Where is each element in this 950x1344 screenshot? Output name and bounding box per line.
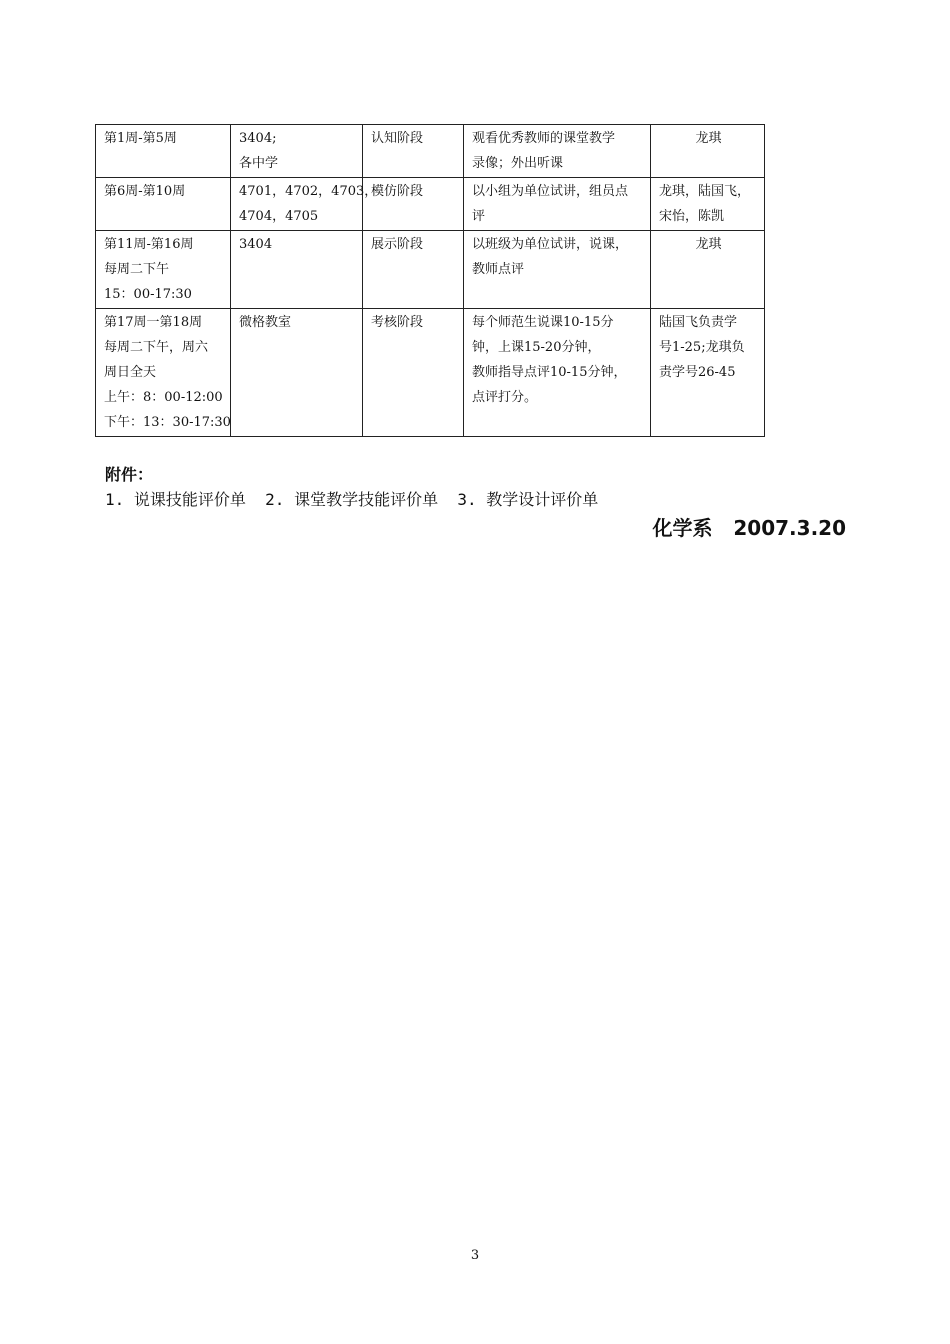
cell-line: 龙琪 <box>695 131 722 146</box>
table-row <box>96 309 765 437</box>
cell-time <box>96 125 231 178</box>
cell-line: 每周二下午 <box>104 262 170 277</box>
cell-line: 龙琪 <box>695 237 722 252</box>
cell-line: 龙琪，陆国飞， <box>659 184 751 199</box>
cell-line: 4704，4705 <box>239 209 319 224</box>
cell-place <box>231 125 363 178</box>
cell-line: 教师指导点评10-15分钟， <box>472 365 627 380</box>
cell-line: 录像；外出听课 <box>472 156 564 171</box>
cell-line: 下午：13：30-17:30 <box>104 415 231 430</box>
cell-line: 第6周-第10周 <box>104 184 186 199</box>
table-row <box>96 178 765 231</box>
cell-line: 各中学 <box>239 156 279 171</box>
cell-line: 周日全天 <box>104 365 157 380</box>
page-number: 3 <box>470 1248 480 1263</box>
cell-line: 4701，4702，4703， <box>239 184 378 199</box>
cell-line: 陆国飞负责学 <box>659 315 738 330</box>
cell-line: 第11周-第16周 <box>104 237 194 252</box>
schedule-table-body <box>96 125 765 437</box>
attachments-title: 附件： <box>105 465 154 484</box>
cell-teacher <box>651 125 765 178</box>
cell-content <box>464 309 651 437</box>
cell-line: 号1-25;龙琪负 <box>659 340 745 355</box>
cell-stage <box>363 231 464 309</box>
cell-place <box>231 309 363 437</box>
cell-content <box>464 178 651 231</box>
cell-line: 观看优秀教师的课堂教学 <box>472 131 616 146</box>
cell-stage <box>363 125 464 178</box>
cell-teacher <box>651 178 765 231</box>
table-row <box>96 125 765 178</box>
cell-line: 3404 <box>239 237 273 252</box>
cell-line: 点评打分。 <box>472 390 538 405</box>
cell-line: 以班级为单位试讲，说课， <box>472 237 629 252</box>
attachments-list: 1. 说课技能评价单 2. 课堂教学技能评价单 3. 教学设计评价单 <box>105 490 599 509</box>
cell-line: 上午：8：00-12:00 <box>104 390 223 405</box>
cell-stage <box>363 178 464 231</box>
cell-stage <box>363 309 464 437</box>
cell-line: 考核阶段 <box>371 315 424 330</box>
cell-line: 第1周-第5周 <box>104 131 177 146</box>
cell-line: 教师点评 <box>472 262 525 277</box>
cell-content <box>464 231 651 309</box>
cell-line: 模仿阶段 <box>371 184 424 199</box>
cell-time <box>96 178 231 231</box>
cell-place <box>231 178 378 231</box>
cell-line: 微格教室 <box>239 315 292 330</box>
cell-place <box>231 231 363 309</box>
cell-line: 3404; <box>239 131 277 146</box>
cell-line: 钟，上课15-20分钟， <box>472 340 601 355</box>
cell-teacher <box>651 231 765 309</box>
cell-line: 15：00-17:30 <box>104 287 192 302</box>
cell-line: 评 <box>472 209 486 224</box>
cell-line: 以小组为单位试讲，组员点 <box>472 184 629 199</box>
schedule-table <box>95 124 765 437</box>
cell-time <box>96 309 231 437</box>
cell-line: 第17周一第18周 <box>104 315 203 330</box>
cell-line: 展示阶段 <box>371 237 424 252</box>
cell-content <box>464 125 651 178</box>
cell-line: 认知阶段 <box>371 131 424 146</box>
cell-line: 每周二下午，周六 <box>104 340 209 355</box>
cell-line: 每个师范生说课10-15分 <box>472 315 614 330</box>
cell-line: 责学号26-45 <box>659 365 736 380</box>
cell-line: 宋怡，陈凯 <box>659 209 725 224</box>
signature-line: 化学系 2007.3.20 <box>652 516 846 540</box>
table-row <box>96 231 765 309</box>
cell-teacher <box>651 309 765 437</box>
cell-time <box>96 231 231 309</box>
